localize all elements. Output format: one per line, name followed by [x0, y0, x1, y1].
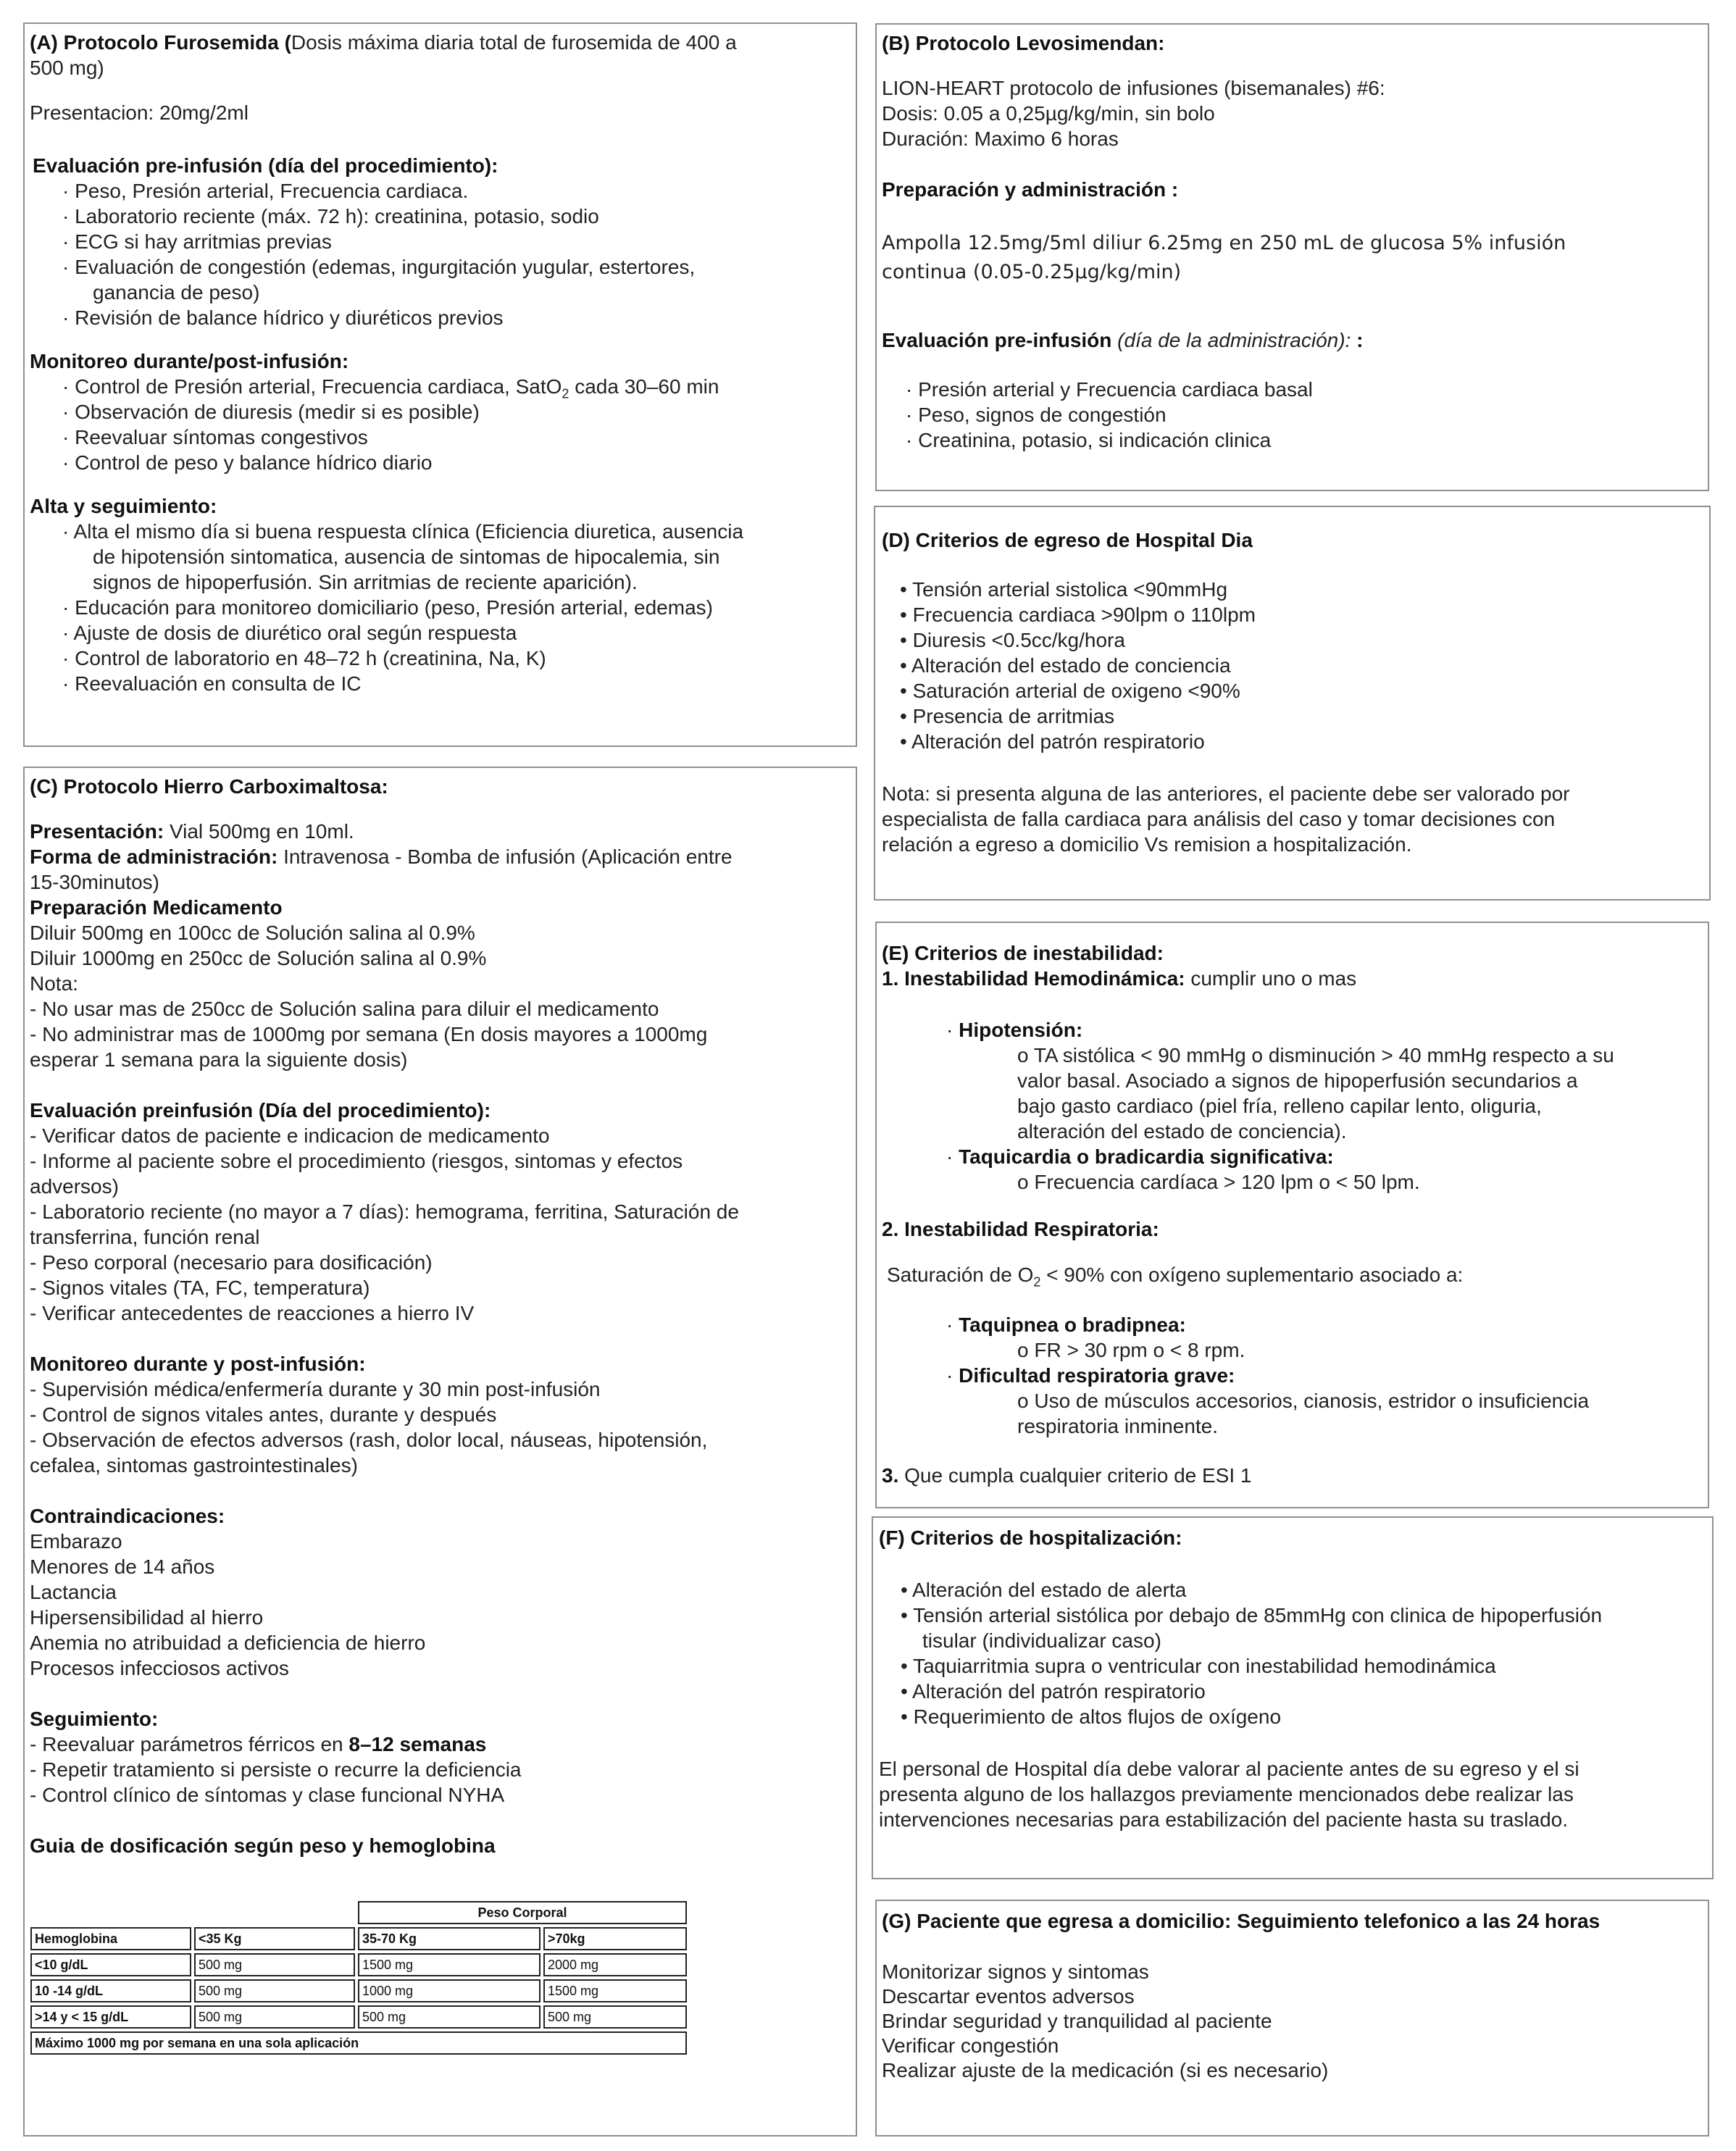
prep-line: - No usar mas de 250cc de Solución salina para diluir el medicamento	[30, 998, 659, 1020]
eval-heading-bold: Evaluación pre-infusión	[882, 329, 1112, 351]
mon-line: - Supervisión médica/enfermería durante y 30 min post-infusión	[30, 1378, 601, 1400]
panel-b-prep-line: continua (0.05-0.25µg/kg/min)	[882, 261, 1182, 283]
table-header: <35 Kg	[194, 1927, 355, 1950]
dosing-table	[28, 1898, 690, 2058]
taquicardia-label	[946, 1144, 1334, 1169]
panel-f-note: intervenciones necesarias para estabilización del paciente hasta su traslado.	[879, 1808, 1569, 1831]
list-item	[901, 1653, 1496, 1679]
panel-e-h3	[882, 1463, 1252, 1488]
list-item	[900, 678, 1240, 703]
taquipnea-line: o FR > 30 rpm o < 8 rpm.	[1017, 1339, 1245, 1361]
panel-f-note: El personal de Hospital día debe valorar al paciente antes de su egreso y el si	[879, 1758, 1579, 1780]
eval-heading-italic: (día de la administración):	[1111, 329, 1351, 351]
list-item-text: Requerimiento de altos flujos de oxígeno	[913, 1705, 1282, 1728]
list-item	[900, 602, 1256, 627]
dot-icon: ·	[946, 1145, 953, 1168]
seg-item1-text: - Reevaluar parámetros férricos en	[30, 1733, 349, 1755]
bullet-icon: •	[900, 654, 907, 677]
taquicardia-label-text: Taquicardia o bradicardia significativa:	[959, 1145, 1334, 1168]
bullet-icon: •	[901, 1705, 908, 1728]
table-cell: 10 -14 g/dL	[30, 1979, 191, 2002]
table-group-header: Peso Corporal	[358, 1901, 687, 1924]
panel-a-alta-heading: Alta y seguimiento:	[30, 495, 217, 517]
seg-line: - Control clínico de síntomas y clase funcional NYHA	[30, 1784, 505, 1806]
contra-line: Anemia no atribuidad a deficiencia de hierro	[30, 1632, 426, 1654]
dificultad-label	[946, 1363, 1235, 1388]
table-cell: 500 mg	[543, 2005, 687, 2029]
eval-line: - Verificar datos de paciente e indicacion de medicamento	[30, 1124, 550, 1147]
h3-rest: Que cumpla cualquier criterio de ESI 1	[898, 1464, 1252, 1487]
seg-line: - Repetir tratamiento si persiste o recurre la deficiencia	[30, 1758, 522, 1781]
panel-d-note: relación a egreso a domicilio Vs remision a hospitalización.	[882, 833, 1412, 856]
prep-line: Diluir 1000mg en 250cc de Solución salina al 0.9%	[30, 947, 487, 969]
h1-rest: cumplir uno o mas	[1185, 967, 1357, 990]
table-row	[30, 1979, 687, 2002]
panel-g-title: (G) Paciente que egresa a domicilio: Seguimiento telefonico a las 24 horas	[882, 1910, 1601, 1932]
panel-g-seguimiento	[875, 1900, 1709, 2137]
list-item: · Evaluación de congestión (edemas, ingurgitación yugular, estertores,	[62, 256, 696, 278]
presentacion-value: Vial 500mg en 10ml.	[164, 820, 354, 843]
list-item: · Ajuste de dosis de diurético oral según respuesta	[62, 622, 517, 644]
list-item: Brindar seguridad y tranquilidad al paciente	[882, 2010, 1272, 2032]
list-item-text: Saturación arterial de oxigeno <90%	[912, 680, 1240, 702]
sat-post: < 90% con oxígeno suplementario asociado a:	[1040, 1264, 1464, 1286]
panel-f-hospitalizacion	[872, 1516, 1714, 1879]
panel-c-forma	[30, 844, 733, 869]
list-item	[900, 577, 1227, 602]
list-item	[900, 703, 1114, 729]
table-header-row	[30, 1927, 687, 1950]
list-item: Realizar ajuste de la medicación (si es necesario)	[882, 2059, 1329, 2081]
panel-e-h2: 2. Inestabilidad Respiratoria:	[882, 1218, 1159, 1240]
eval-line: - Laboratorio reciente (no mayor a 7 días): hemograma, ferritina, Saturación de	[30, 1200, 739, 1223]
table-header: Hemoglobina	[30, 1927, 191, 1950]
mon-item1-text: · Control de Presión arterial, Frecuencia cardiaca, SatO	[62, 375, 562, 398]
panel-b-line: LION-HEART protocolo de infusiones (bisemanales) #6:	[882, 77, 1385, 99]
prep-line: Diluir 500mg en 100cc de Solución salina al 0.9%	[30, 922, 475, 944]
list-item-text: Presencia de arritmias	[912, 705, 1115, 727]
bullet-icon: •	[901, 1604, 908, 1626]
panel-e-h1	[882, 966, 1356, 991]
mon-line: - Observación de efectos adversos (rash, dolor local, náuseas, hipotensión,	[30, 1429, 708, 1451]
hipotension-line: o TA sistólica < 90 mmHg o disminución > 40 mmHg respecto a su	[1017, 1044, 1614, 1066]
list-item: · Control de laboratorio en 48–72 h (creatinina, Na, K)	[62, 647, 546, 669]
list-item: · Educación para monitoreo domiciliario (peso, Presión arterial, edemas)	[62, 596, 713, 619]
list-item: Verificar congestión	[882, 2034, 1059, 2057]
panel-f-title: (F) Criterios de hospitalización:	[879, 1526, 1182, 1549]
panel-c-mon-heading: Monitoreo durante y post-infusión:	[30, 1353, 366, 1375]
panel-c-seg-heading: Seguimiento:	[30, 1708, 159, 1730]
table-cell: 500 mg	[194, 1979, 355, 2002]
list-item: · Peso, Presión arterial, Frecuencia cardiaca.	[62, 180, 469, 202]
panel-f-note: presenta alguno de los hallazgos previamente mencionados debe realizar las	[879, 1783, 1574, 1805]
hipotension-line: valor basal. Asociado a signos de hipoperfusión secundarios a	[1017, 1069, 1578, 1092]
list-item-text: Tensión arterial sistolica <90mmHg	[912, 578, 1228, 601]
panel-b-line: Duración: Maximo 6 horas	[882, 128, 1119, 150]
hipotension-line: bajo gasto cardiaco (piel fría, relleno capilar lento, oliguria,	[1017, 1095, 1542, 1117]
dificultad-line: respiratoria inminente.	[1017, 1415, 1219, 1437]
list-item: · Laboratorio reciente (máx. 72 h): creatinina, potasio, sodio	[62, 205, 599, 227]
list-item: · Observación de diuresis (medir si es posible)	[62, 401, 480, 423]
panel-b-eval-heading	[882, 327, 1363, 353]
saturacion-line	[887, 1262, 1464, 1290]
bullet-icon: •	[900, 629, 907, 651]
panel-c-title: (C) Protocolo Hierro Carboximaltosa:	[30, 775, 388, 798]
prep-line: Nota:	[30, 972, 78, 995]
eval-line: - Informe al paciente sobre el procedimiento (riesgos, sintomas y efectos	[30, 1150, 683, 1172]
table-cell: >14 y < 15 g/dL	[30, 2005, 191, 2029]
eval-line: adversos)	[30, 1175, 119, 1198]
list-item-text: Alteración del patrón respiratorio	[912, 1680, 1206, 1703]
eval-line: transferrina, función renal	[30, 1226, 260, 1248]
panel-a-title-bold: (A) Protocolo Furosemida (	[30, 31, 291, 54]
panel-c-forma-cont: 15-30minutos)	[30, 871, 159, 893]
hipotension-label	[946, 1017, 1082, 1043]
taquipnea-label-text: Taquipnea o bradipnea:	[959, 1313, 1186, 1336]
table-cell: 1500 mg	[543, 1979, 687, 2002]
contra-line: Embarazo	[30, 1530, 122, 1553]
mon-item1-post: cada 30–60 min	[569, 375, 719, 398]
dot-icon: ·	[946, 1313, 953, 1336]
table-header: >70kg	[543, 1927, 687, 1950]
table-cell: 1000 mg	[358, 1979, 541, 2002]
list-item: · Control de peso y balance hídrico diario	[62, 451, 433, 474]
taquicardia-line: o Frecuencia cardíaca > 120 lpm o < 50 lpm.	[1017, 1171, 1420, 1193]
list-item: · Alta el mismo día si buena respuesta clínica (Eficiencia diuretica, ausencia	[62, 520, 744, 543]
eval-line: - Signos vitales (TA, FC, temperatura)	[30, 1277, 370, 1299]
list-item	[900, 653, 1231, 678]
h1-bold: 1. Inestabilidad Hemodinámica:	[882, 967, 1185, 990]
list-item	[900, 729, 1205, 754]
list-item-text: Diuresis <0.5cc/kg/hora	[912, 629, 1125, 651]
panel-d-note: Nota: si presenta alguna de las anteriores, el paciente debe ser valorado por	[882, 782, 1570, 805]
panel-c-hierro	[23, 767, 857, 2137]
seg-item1-bold: 8–12 semanas	[349, 1733, 487, 1755]
mon-item1-sub: 2	[562, 386, 569, 401]
panel-b-prep-heading: Preparación y administración :	[882, 178, 1179, 201]
panel-a-title-cont: 500 mg)	[30, 57, 104, 79]
presentacion-label: Presentación:	[30, 820, 164, 843]
contra-line: Hipersensibilidad al hierro	[30, 1606, 264, 1629]
table-row	[30, 2005, 687, 2029]
list-item-cont: ganancia de peso)	[93, 281, 260, 304]
list-item: · Revisión de balance hídrico y diuréticos previos	[62, 306, 504, 329]
panel-e-title: (E) Criterios de inestabilidad:	[882, 942, 1164, 964]
bullet-icon: •	[901, 1655, 908, 1677]
contra-line: Lactancia	[30, 1581, 117, 1603]
panel-a-pre-heading: Evaluación pre-infusión (día del procedimiento):	[33, 154, 498, 177]
panel-b-levosimendan	[875, 23, 1709, 491]
list-item	[62, 374, 719, 399]
eval-line: - Peso corporal (necesario para dosificación)	[30, 1251, 433, 1274]
panel-a-presentacion: Presentacion: 20mg/2ml	[30, 101, 249, 124]
list-item-text: Frecuencia cardiaca >90lpm o 110lpm	[912, 603, 1256, 626]
bullet-icon: •	[901, 1680, 908, 1703]
list-item	[900, 627, 1125, 653]
forma-label: Forma de administración:	[30, 845, 278, 868]
list-item-cont: de hipotensión sintomatica, ausencia de sintomas de hipocalemia, sin	[93, 546, 720, 568]
hipotension-label-text: Hipotensión:	[959, 1019, 1083, 1041]
contra-line: Procesos infecciosos activos	[30, 1657, 289, 1679]
prep-line: - No administrar mas de 1000mg por semana (En dosis mayores a 1000mg	[30, 1023, 708, 1045]
hipotension-line: alteración del estado de conciencia).	[1017, 1120, 1347, 1143]
table-empty-cell	[30, 1901, 355, 1924]
panel-c-prep-heading: Preparación Medicamento	[30, 896, 283, 919]
list-item: · ECG si hay arritmias previas	[62, 230, 332, 253]
list-item: · Creatinina, potasio, si indicación clinica	[906, 429, 1272, 451]
dot-icon: ·	[946, 1019, 953, 1041]
panel-d-egreso	[874, 506, 1711, 901]
list-item-cont: signos de hipoperfusión. Sin arritmias de reciente aparición).	[93, 571, 638, 593]
table-row	[30, 1953, 687, 1976]
list-item: · Reevaluar síntomas congestivos	[62, 426, 368, 448]
panel-c-guia-heading: Guia de dosificación según peso y hemoglobina	[30, 1834, 496, 1857]
list-item	[901, 1704, 1281, 1729]
panel-c-eval-heading: Evaluación preinfusión (Día del procedimiento):	[30, 1099, 491, 1122]
panel-a-furosemida	[23, 22, 857, 747]
panel-e-inestabilidad	[875, 922, 1709, 1508]
bullet-icon: •	[901, 1579, 908, 1601]
eval-line: - Verificar antecedentes de reacciones a hierro IV	[30, 1302, 475, 1324]
list-item-text: Alteración del patrón respiratorio	[911, 730, 1205, 753]
sat-pre: Saturación de O	[887, 1264, 1034, 1286]
bullet-icon: •	[900, 730, 907, 753]
list-item: Descartar eventos adversos	[882, 1985, 1135, 2008]
list-item: Monitorizar signos y sintomas	[882, 1960, 1149, 1983]
table-cell: 2000 mg	[543, 1953, 687, 1976]
bullet-icon: •	[900, 603, 907, 626]
dificultad-line: o Uso de músculos accesorios, cianosis, estridor o insuficiencia	[1017, 1390, 1590, 1412]
list-item-cont: tisular (individualizar caso)	[922, 1629, 1161, 1652]
list-item	[901, 1679, 1206, 1704]
list-item-text: Alteración del estado de conciencia	[911, 654, 1231, 677]
table-cell: 500 mg	[358, 2005, 541, 2029]
table-cell: <10 g/dL	[30, 1953, 191, 1976]
bullet-icon: •	[900, 680, 907, 702]
eval-heading-tail: :	[1351, 329, 1364, 351]
table-cell: 500 mg	[194, 2005, 355, 2029]
table-group-header-row	[30, 1901, 687, 1924]
contra-line: Menores de 14 años	[30, 1555, 215, 1578]
panel-c-contra-heading: Contraindicaciones:	[30, 1505, 225, 1527]
dificultad-label-text: Dificultad respiratoria grave:	[959, 1364, 1235, 1387]
list-item	[901, 1603, 1602, 1628]
bullet-icon: •	[900, 705, 907, 727]
mon-line: - Control de signos vitales antes, durante y después	[30, 1403, 497, 1426]
list-item: · Peso, signos de congestión	[906, 404, 1167, 426]
dot-icon: ·	[946, 1364, 953, 1387]
list-item-text: Tensión arterial sistólica por debajo de 85mmHg con clinica de hipoperfusión	[913, 1604, 1603, 1626]
forma-value: Intravenosa - Bomba de infusión (Aplicación entre	[277, 845, 733, 868]
panel-d-title: (D) Criterios de egreso de Hospital Dia	[882, 529, 1253, 551]
table-header: 35-70 Kg	[358, 1927, 541, 1950]
table-footer-row	[30, 2031, 687, 2055]
panel-b-title: (B) Protocolo Levosimendan:	[882, 32, 1165, 54]
list-item	[901, 1577, 1186, 1603]
bullet-icon: •	[900, 578, 907, 601]
panel-a-mon-heading: Monitoreo durante/post-infusión:	[30, 350, 349, 372]
panel-c-presentacion	[30, 819, 354, 844]
mon-line: cefalea, sintomas gastrointestinales)	[30, 1454, 358, 1477]
panel-a-title-rest: Dosis máxima diaria total de furosemida de 400 a	[291, 31, 737, 54]
table-footer: Máximo 1000 mg por semana en una sola aplicación	[30, 2031, 687, 2055]
table-cell: 500 mg	[194, 1953, 355, 1976]
panel-b-prep-line: Ampolla 12.5mg/5ml diliur 6.25mg en 250 mL de glucosa 5% infusión	[882, 232, 1566, 254]
panel-d-note: especialista de falla cardiaca para análisis del caso y tomar decisiones con	[882, 808, 1556, 830]
list-item-text: Alteración del estado de alerta	[912, 1579, 1187, 1601]
list-item: · Reevaluación en consulta de IC	[62, 672, 362, 695]
list-item: · Presión arterial y Frecuencia cardiaca basal	[906, 378, 1313, 401]
taquipnea-label	[946, 1312, 1186, 1337]
panel-b-line: Dosis: 0.05 a 0,25µg/kg/min, sin bolo	[882, 102, 1215, 125]
h3-bold: 3.	[882, 1464, 899, 1487]
sat-sub: 2	[1033, 1274, 1041, 1290]
prep-line: esperar 1 semana para la siguiente dosis)	[30, 1048, 408, 1071]
list-item-text: Taquiarritmia supra o ventricular con inestabilidad hemodinámica	[913, 1655, 1496, 1677]
table-cell: 1500 mg	[358, 1953, 541, 1976]
seg-line	[30, 1732, 486, 1757]
panel-a-title	[30, 30, 737, 55]
